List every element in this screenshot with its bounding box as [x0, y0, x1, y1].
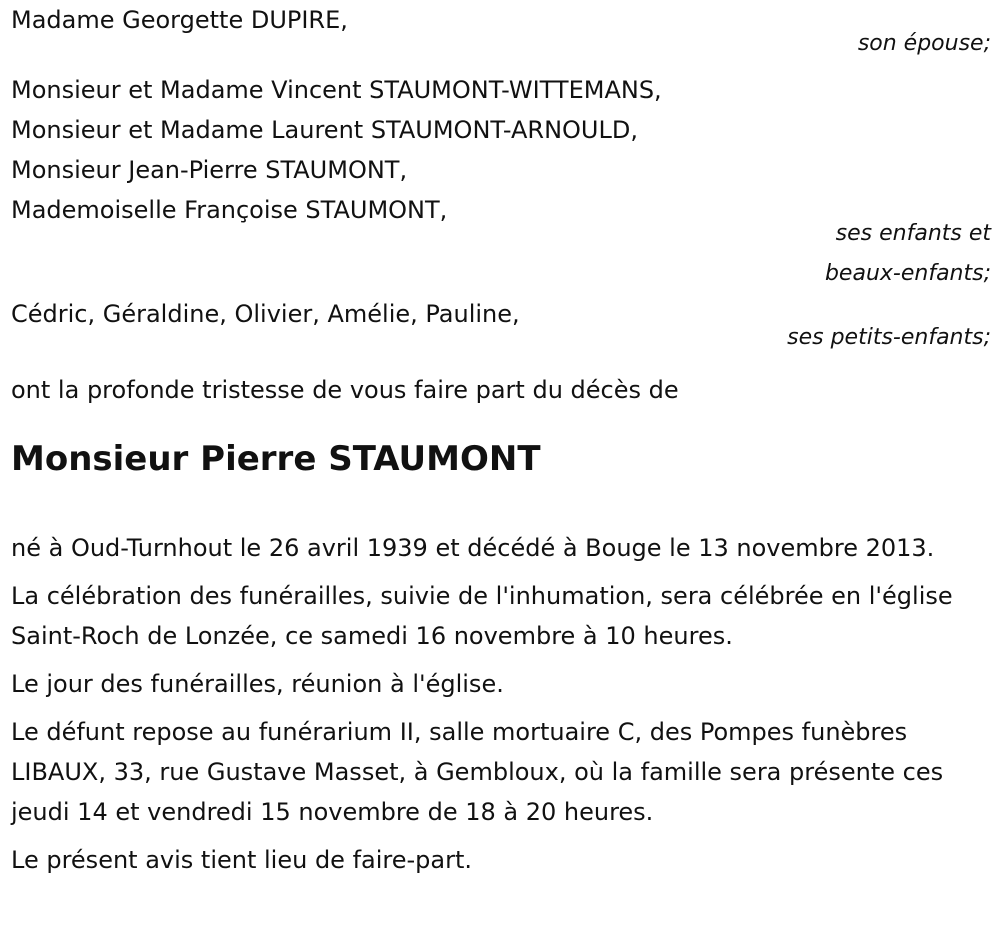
notice-paragraph: Le présent avis tient lieu de faire-part.	[11, 846, 473, 874]
death-notice	[11, 0, 991, 880]
child-name: Monsieur et Madame Vincent STAUMONT-WITTEMANS,	[11, 76, 662, 104]
birth-death-paragraph: né à Oud-Turnhout le 26 avril 1939 et décédé à Bouge le 13 novembre 2013.	[11, 534, 935, 562]
children-relation-line1: ses enfants et	[835, 221, 991, 246]
children-relation-line2: beaux-enfants;	[824, 261, 991, 286]
children-block	[11, 70, 991, 294]
visitation-paragraph: Le défunt repose au funérarium II, salle mortuaire C, des Pompes funèbres LIBAUX, 33, rue Gustave Masset, à Gembloux, où la famille sera présente ces jeudi 14 et vendredi 15 novembre de 18 à 20 heures.	[11, 718, 944, 826]
spouse-name: Madame Georgette DUPIRE,	[11, 6, 348, 34]
intro-sentence: ont la profonde tristesse de vous faire part du décès de	[11, 376, 679, 404]
meeting-paragraph: Le jour des funérailles, réunion à l'église.	[11, 670, 504, 698]
child-name: Mademoiselle Françoise STAUMONT,	[11, 196, 448, 224]
grandchildren-block	[11, 294, 991, 358]
grandchildren-names: Cédric, Géraldine, Olivier, Amélie, Pauline,	[11, 300, 520, 328]
child-name: Monsieur Jean-Pierre STAUMONT,	[11, 156, 408, 184]
grandchildren-relation: ses petits-enfants;	[787, 325, 991, 350]
child-name: Monsieur et Madame Laurent STAUMONT-ARNOULD,	[11, 116, 638, 144]
deceased-name: Monsieur Pierre STAUMONT	[11, 439, 541, 479]
spouse-block	[11, 0, 991, 64]
spouse-relation: son épouse;	[857, 31, 991, 56]
funeral-paragraph: La célébration des funérailles, suivie de l'inhumation, sera célébrée en l'église Saint-Roch de Lonzée, ce samedi 16 novembre à 10 heures.	[11, 582, 953, 650]
